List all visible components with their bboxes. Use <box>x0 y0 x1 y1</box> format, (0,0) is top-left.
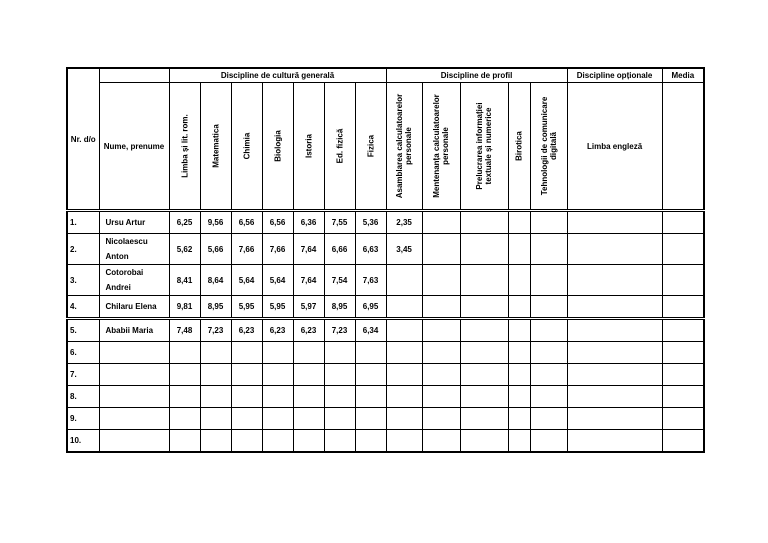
grade-cell <box>567 319 662 342</box>
student-name <box>99 430 169 453</box>
grade-cell <box>169 364 200 386</box>
grade-cell <box>662 319 704 342</box>
grade-cell <box>200 342 231 364</box>
grade-cell: 6,36 <box>293 211 324 234</box>
grade-cell <box>530 408 567 430</box>
grade-cell <box>169 386 200 408</box>
grade-cell <box>422 408 460 430</box>
grade-cell <box>231 364 262 386</box>
grade-cell <box>460 408 508 430</box>
grade-cell <box>355 364 386 386</box>
grade-cell <box>530 211 567 234</box>
grade-cell <box>324 364 355 386</box>
grade-cell <box>324 430 355 453</box>
grade-cell: 6,23 <box>262 319 293 342</box>
grade-cell <box>567 296 662 319</box>
grade-cell: 6,23 <box>231 319 262 342</box>
table-row <box>67 342 704 364</box>
grade-cell <box>262 430 293 453</box>
grade-cell <box>355 342 386 364</box>
optional-group-header: Discipline opționale <box>567 68 662 83</box>
grade-cell: 7,66 <box>262 234 293 265</box>
table-row <box>67 265 704 296</box>
grade-cell <box>508 408 530 430</box>
grade-cell <box>386 386 422 408</box>
grade-cell <box>530 234 567 265</box>
student-name: Nicolaescu Anton <box>99 234 169 265</box>
grade-cell <box>530 265 567 296</box>
grade-cell <box>530 430 567 453</box>
grade-cell <box>508 364 530 386</box>
grade-cell: 7,66 <box>231 234 262 265</box>
table-row <box>67 364 704 386</box>
grade-cell <box>530 296 567 319</box>
grade-cell: 9,81 <box>169 296 200 319</box>
grade-cell <box>662 234 704 265</box>
grade-cell <box>422 296 460 319</box>
grade-cell <box>324 342 355 364</box>
grade-cell <box>231 430 262 453</box>
grade-cell: 7,48 <box>169 319 200 342</box>
student-name: Chilaru Elena <box>99 296 169 319</box>
grade-cell <box>262 386 293 408</box>
grade-cell <box>508 319 530 342</box>
grade-cell <box>530 319 567 342</box>
grade-cell <box>386 265 422 296</box>
grade-cell <box>662 342 704 364</box>
grade-cell: 6,95 <box>355 296 386 319</box>
grade-cell <box>508 296 530 319</box>
row-number: 1. <box>67 211 99 234</box>
grade-cell <box>460 319 508 342</box>
grade-cell <box>662 211 704 234</box>
row-number: 9. <box>67 408 99 430</box>
subject-header: Biologia <box>262 83 293 211</box>
grade-cell: 7,54 <box>324 265 355 296</box>
subject-header: Istoria <box>293 83 324 211</box>
grade-cell <box>355 386 386 408</box>
grade-cell: 5,97 <box>293 296 324 319</box>
grade-cell <box>460 211 508 234</box>
table-row <box>67 296 704 319</box>
grade-cell <box>169 430 200 453</box>
grade-cell <box>460 386 508 408</box>
row-number: 10. <box>67 430 99 453</box>
grade-cell <box>386 408 422 430</box>
grade-cell <box>324 408 355 430</box>
table-row <box>67 234 704 265</box>
student-name: Ursu Artur <box>99 211 169 234</box>
student-name <box>99 342 169 364</box>
header-group-row <box>67 68 704 83</box>
grade-cell <box>460 364 508 386</box>
grade-cell <box>422 342 460 364</box>
subject-header: Asamblarea calculatoarelor personale <box>386 83 422 211</box>
grade-cell: 5,64 <box>231 265 262 296</box>
grade-cell <box>293 386 324 408</box>
grade-cell <box>422 430 460 453</box>
row-number: 3. <box>67 265 99 296</box>
grade-cell <box>422 364 460 386</box>
table-row <box>67 408 704 430</box>
grade-cell <box>662 265 704 296</box>
grade-cell: 6,56 <box>262 211 293 234</box>
subject-header: Fizica <box>355 83 386 211</box>
grade-cell <box>530 386 567 408</box>
student-name <box>99 386 169 408</box>
grade-cell <box>460 234 508 265</box>
grade-cell <box>231 408 262 430</box>
grade-cell: 5,62 <box>169 234 200 265</box>
grade-cell <box>231 342 262 364</box>
grade-cell <box>567 234 662 265</box>
grade-cell <box>355 430 386 453</box>
subject-header: Prelucrarea informației textuale și numerice <box>460 83 508 211</box>
grade-cell: 8,95 <box>200 296 231 319</box>
grade-cell <box>460 296 508 319</box>
row-number: 5. <box>67 319 99 342</box>
grade-cell: 7,55 <box>324 211 355 234</box>
grade-cell <box>508 211 530 234</box>
subject-header: Birotica <box>508 83 530 211</box>
grade-cell <box>386 430 422 453</box>
name-header: Nume, prenume <box>99 83 169 211</box>
grade-cell <box>293 364 324 386</box>
grade-cell: 8,64 <box>200 265 231 296</box>
grade-cell <box>386 319 422 342</box>
grade-cell: 7,64 <box>293 265 324 296</box>
grade-cell <box>662 364 704 386</box>
grade-cell: 9,56 <box>200 211 231 234</box>
grade-cell: 5,36 <box>355 211 386 234</box>
grade-cell <box>262 364 293 386</box>
subject-header: Chimia <box>231 83 262 211</box>
grade-cell <box>662 386 704 408</box>
grade-cell <box>662 430 704 453</box>
grade-cell: 6,63 <box>355 234 386 265</box>
grade-cell: 5,66 <box>200 234 231 265</box>
grades-table <box>66 67 705 453</box>
row-number: 6. <box>67 342 99 364</box>
grade-cell <box>567 342 662 364</box>
grade-cell: 3,45 <box>386 234 422 265</box>
grade-cell <box>386 296 422 319</box>
grade-cell <box>567 364 662 386</box>
grade-cell: 7,23 <box>200 319 231 342</box>
student-name <box>99 408 169 430</box>
media-sub-header <box>662 83 704 211</box>
grade-cell <box>530 364 567 386</box>
subject-header: Ed. fizică <box>324 83 355 211</box>
grade-cell <box>422 211 460 234</box>
grade-cell <box>508 386 530 408</box>
table-row <box>67 430 704 453</box>
grade-cell: 8,41 <box>169 265 200 296</box>
student-name: Ababii Maria <box>99 319 169 342</box>
grade-cell: 6,34 <box>355 319 386 342</box>
nr-header <box>67 68 99 211</box>
nr-header-label: Nr. d/o <box>70 134 96 144</box>
row-number: 8. <box>67 386 99 408</box>
media-header: Media <box>662 68 704 83</box>
grade-cell <box>460 342 508 364</box>
grade-cell: 6,25 <box>169 211 200 234</box>
grade-cell <box>293 342 324 364</box>
grade-cell <box>262 342 293 364</box>
grade-cell <box>231 386 262 408</box>
grade-cell <box>422 234 460 265</box>
grade-cell <box>567 265 662 296</box>
subject-header: Matematica <box>200 83 231 211</box>
student-name: Cotorobai Andrei <box>99 265 169 296</box>
row-number: 7. <box>67 364 99 386</box>
grade-cell <box>324 386 355 408</box>
grade-cell: 5,95 <box>231 296 262 319</box>
grade-cell <box>662 296 704 319</box>
grade-cell <box>262 408 293 430</box>
subject-header: Tehnologii de comunicare digitală <box>530 83 567 211</box>
grade-cell <box>530 342 567 364</box>
student-name <box>99 364 169 386</box>
table-row <box>67 211 704 234</box>
grade-cell <box>386 364 422 386</box>
grade-cell <box>169 342 200 364</box>
grade-cell <box>293 430 324 453</box>
grade-cell <box>200 386 231 408</box>
general-group-header: Discipline de cultură generală <box>169 68 386 83</box>
grade-cell <box>567 408 662 430</box>
grade-cell: 6,66 <box>324 234 355 265</box>
row-number: 4. <box>67 296 99 319</box>
profile-group-header: Discipline de profil <box>386 68 567 83</box>
table-row <box>67 319 704 342</box>
grade-cell: 7,63 <box>355 265 386 296</box>
grade-cell <box>567 211 662 234</box>
grade-cell <box>422 386 460 408</box>
grade-cell <box>386 342 422 364</box>
grade-cell <box>460 265 508 296</box>
grade-cell <box>508 342 530 364</box>
grade-cell <box>169 408 200 430</box>
optional-subject-header: Limba engleză <box>567 83 662 211</box>
grade-cell <box>422 319 460 342</box>
grade-cell <box>200 430 231 453</box>
grade-cell <box>662 408 704 430</box>
grade-cell: 5,64 <box>262 265 293 296</box>
grade-cell: 6,56 <box>231 211 262 234</box>
grade-cell <box>460 430 508 453</box>
grade-cell: 2,35 <box>386 211 422 234</box>
grade-cell <box>355 408 386 430</box>
grade-cell: 5,95 <box>262 296 293 319</box>
grade-cell: 7,64 <box>293 234 324 265</box>
grade-cell <box>200 408 231 430</box>
grade-cell <box>200 364 231 386</box>
grade-cell <box>508 430 530 453</box>
table-row <box>67 386 704 408</box>
grade-cell <box>422 265 460 296</box>
grade-cell <box>567 430 662 453</box>
subject-header: Limba și lit. rom. <box>169 83 200 211</box>
grade-cell <box>508 265 530 296</box>
grade-cell <box>567 386 662 408</box>
grade-cell: 8,95 <box>324 296 355 319</box>
row-number: 2. <box>67 234 99 265</box>
grade-cell: 7,23 <box>324 319 355 342</box>
name-header-top <box>99 68 169 83</box>
grade-cell: 6,23 <box>293 319 324 342</box>
subject-header: Mentenanța calculatoarelor personale <box>422 83 460 211</box>
grade-cell <box>293 408 324 430</box>
grade-cell <box>508 234 530 265</box>
header-subject-row <box>67 83 704 211</box>
